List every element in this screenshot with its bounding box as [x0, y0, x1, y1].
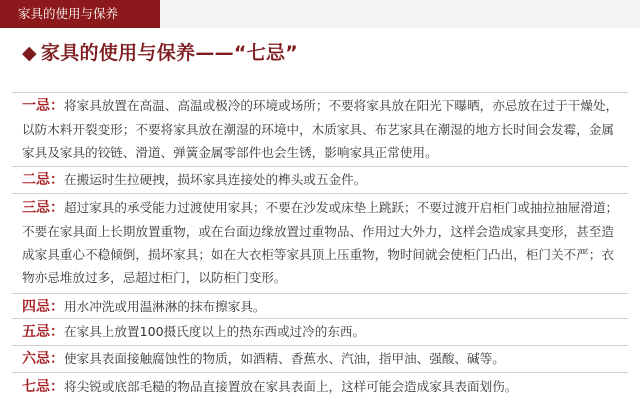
taboo-item-1 [22, 94, 626, 164]
divider [12, 193, 628, 194]
taboo-text: 将尖锐或底部毛糙的物品直接置放在家具表面上，这样可能会造成家具表面划伤。 [64, 379, 518, 394]
taboo-text: 用水冲洗或用温淋淋的抹布擦家具。 [64, 299, 266, 314]
divider [12, 318, 628, 319]
top-bar [0, 0, 640, 29]
taboo-label: 四忌： [22, 299, 64, 315]
page-title-text: 家具的使用与保养——“七忌” [40, 42, 299, 64]
page-title [22, 38, 298, 65]
taboo-item-5 [22, 320, 626, 344]
taboo-label: 五忌： [22, 324, 64, 340]
taboo-label: 一忌： [22, 98, 64, 114]
taboo-text: 将家具放置在高温、高温或极冷的环境或场所；不要将家具放在阳光下曝晒，亦忌放在过于干燥处，以防木料开裂变形；不要将家具放在潮湿的环境中，木质家具、布艺家具在潮湿的地方长时间会发霉，金属家具及家具的铰链、滑道、弹簧金属零部件也会生锈，影响家具正常使用。 [22, 98, 619, 160]
taboo-label: 六忌： [22, 351, 64, 367]
taboo-text: 在家具上放置100摄氏度以上的热东西或过冷的东西。 [64, 324, 366, 339]
divider [12, 345, 628, 346]
taboo-text: 使家具表面接触腐蚀性的物质，如酒精、香蕉水、汽油，指甲油、强酸、碱等。 [64, 351, 505, 366]
divider [12, 166, 628, 167]
taboo-item-3 [22, 196, 626, 289]
taboo-item-4 [22, 295, 626, 319]
taboo-text: 在搬运时生拉硬拽，损坏家具连接处的榫头或五金件。 [64, 172, 367, 187]
divider [12, 92, 628, 93]
diamond-bullet-icon: ◆ [22, 42, 37, 64]
taboo-label: 三忌： [22, 200, 64, 216]
taboo-text: 超过家具的承受能力过渡使用家具；不要在沙发或床垫上跳跃；不要过渡开启柜门或抽拉抽屉滑道；不要在家具面上长期放置重物，或在台面边缘放置过重物品、作用过大外力，这样会造成家具变形，甚至造成家具重心不稳倾倒，损坏家具；如在大衣柜等家具顶上压重物，物时间就会使柜门凸出，柜门关不严；衣物亦忌堆放过多，忌超过柜门，以防柜门变形。 [22, 200, 619, 285]
taboo-item-6 [22, 347, 626, 371]
tab-furniture-care[interactable]: 家具的使用与保养 [0, 0, 160, 28]
taboo-label: 二忌： [22, 172, 64, 188]
divider [12, 293, 628, 294]
taboo-item-2 [22, 168, 626, 192]
divider [12, 372, 628, 373]
taboo-label: 七忌： [22, 379, 64, 395]
taboo-item-7 [22, 375, 626, 399]
